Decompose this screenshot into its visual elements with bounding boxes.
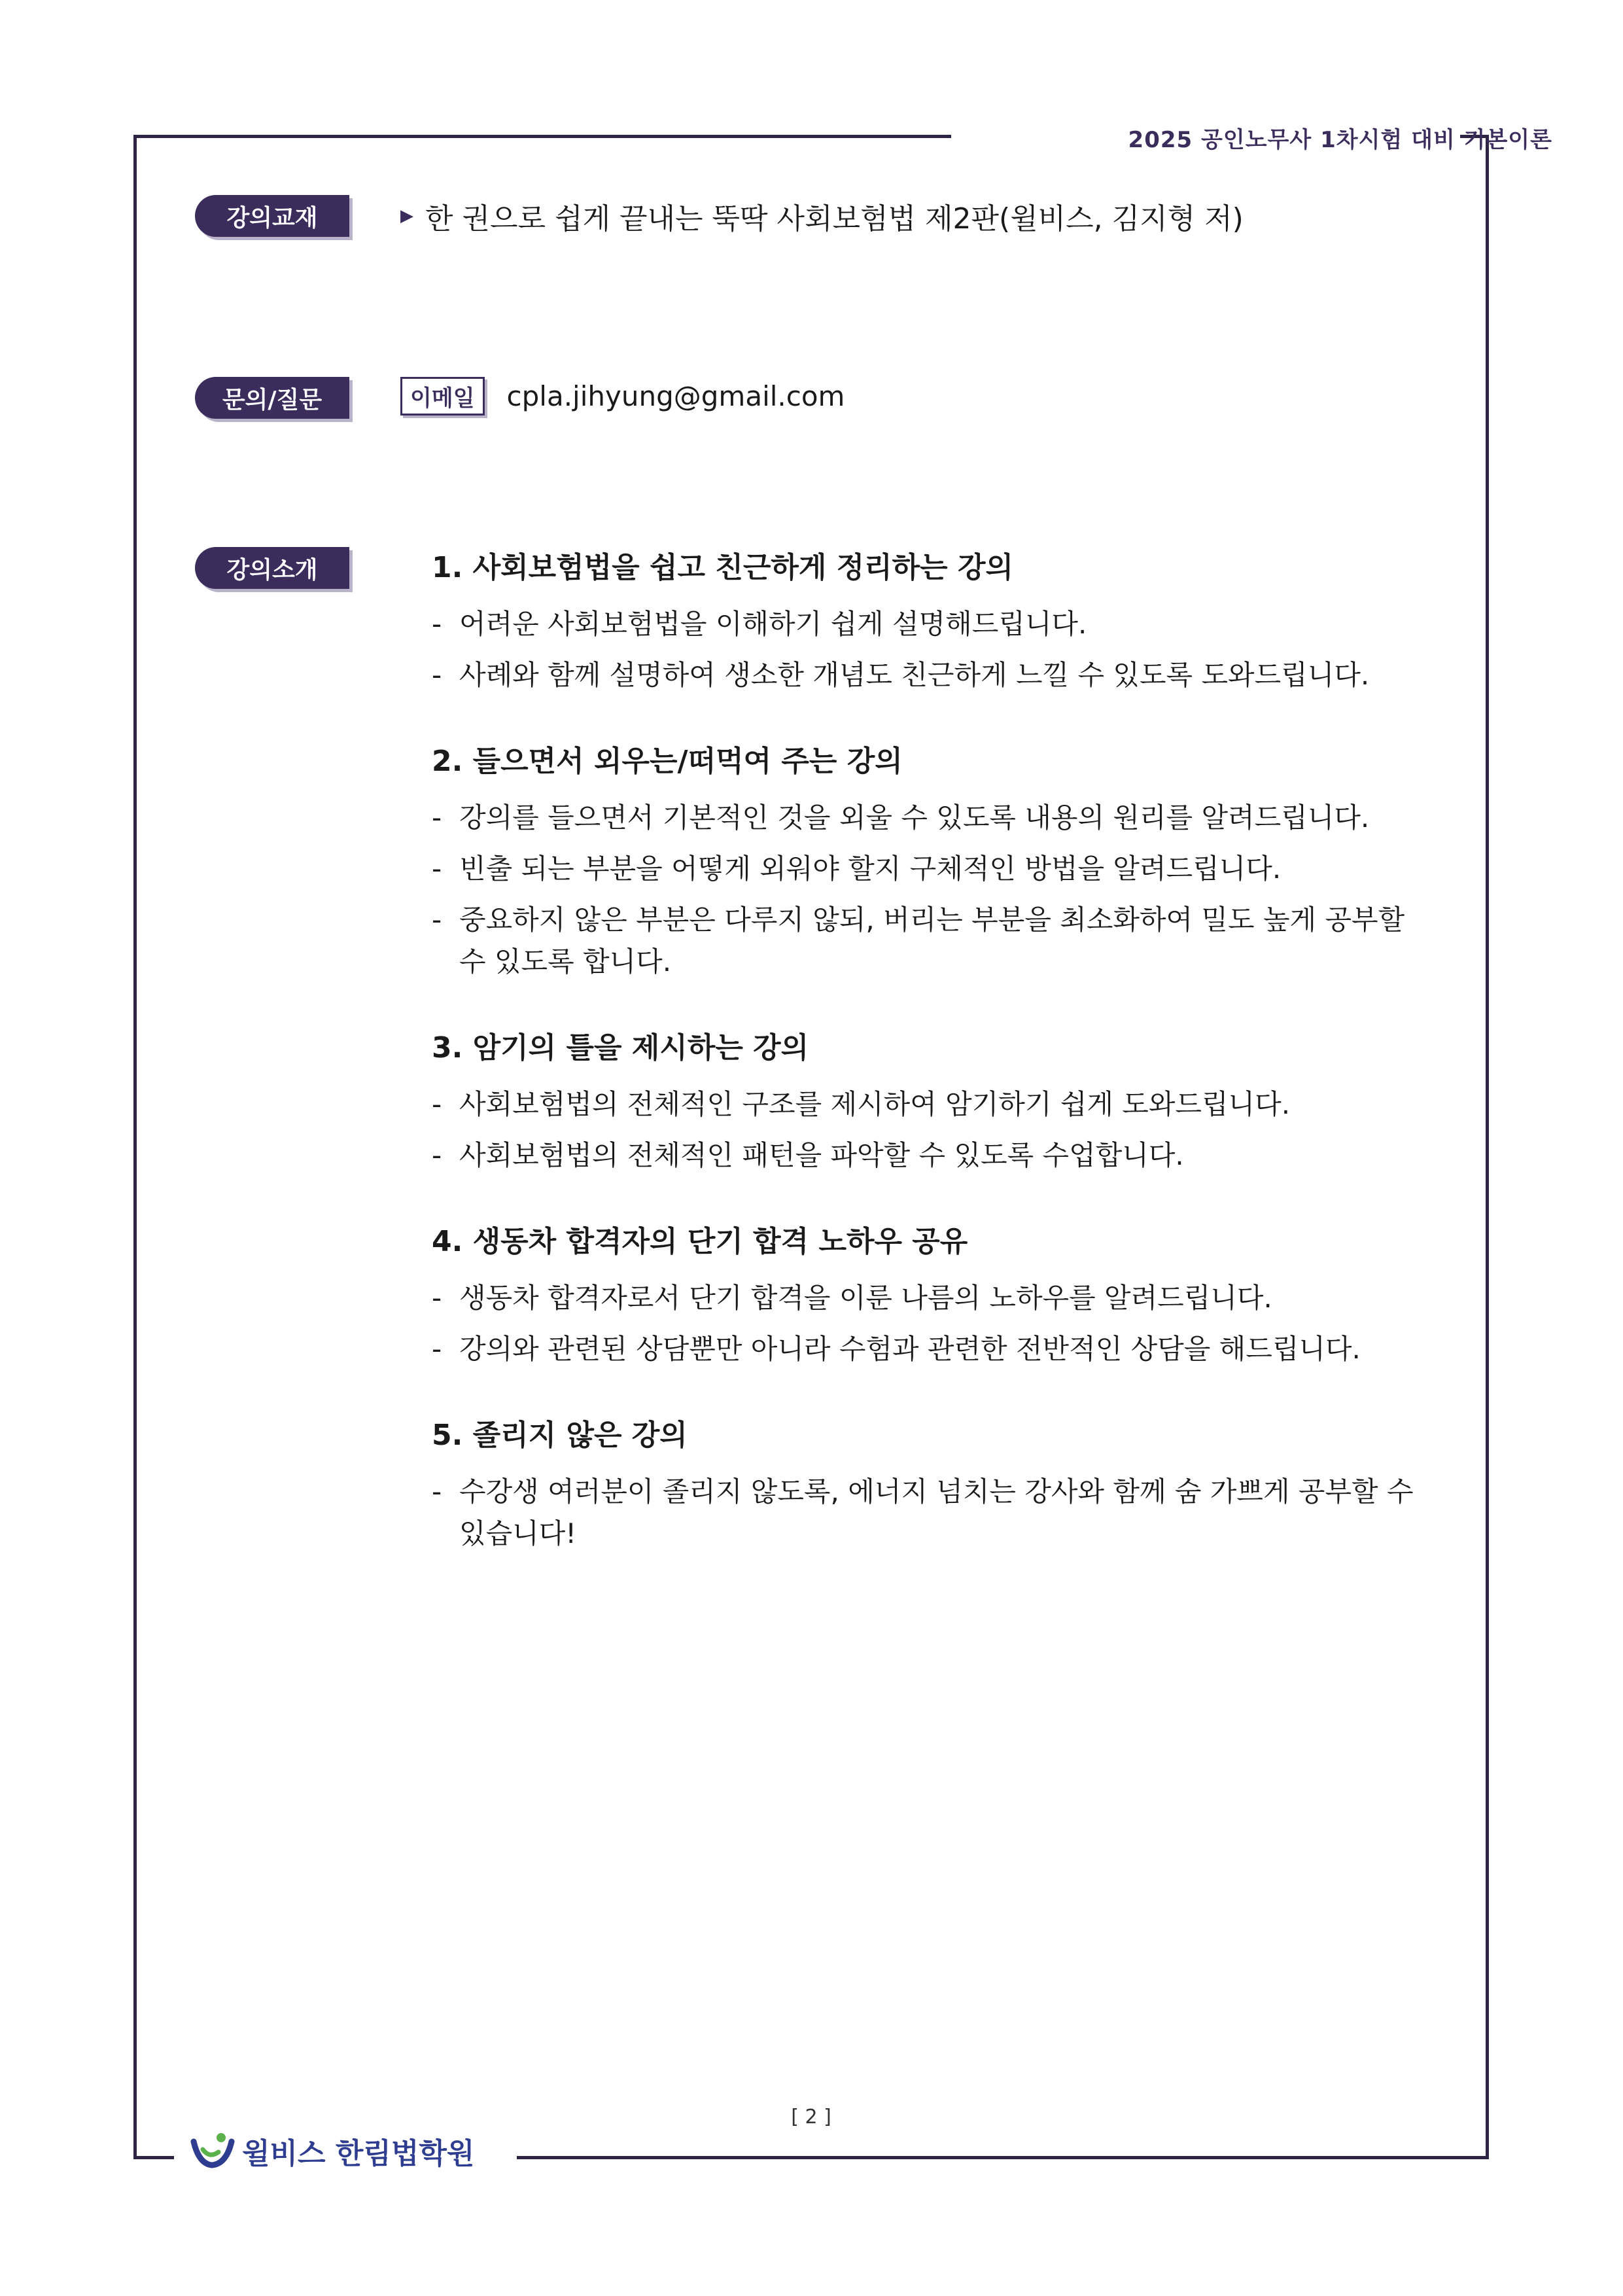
email-address[interactable]: cpla.jihyung@gmail.com (506, 380, 845, 412)
bullet-item: - 중요하지 않은 부분은 다루지 않되, 버리는 부분을 최소화하여 밀도 높게 공부할 수 있도록 합니다. (432, 899, 1439, 983)
intro-section (432, 548, 1439, 696)
bullet-item: - 어려운 사회보험법을 이해하기 쉽게 설명해드립니다. (432, 603, 1439, 645)
frame-bottom-left (133, 2156, 174, 2159)
bullet-item: - 사회보험법의 전체적인 구조를 제시하여 암기하기 쉽게 도와드립니다. (432, 1084, 1439, 1125)
bullet-item: - 빈출 되는 부분을 어떻게 외워야 할지 구체적인 방법을 알려드립니다. (432, 848, 1439, 890)
bullet-item: - 생동차 합격자로서 단기 합격을 이룬 나름의 노하우를 알려드립니다. (432, 1277, 1439, 1319)
bullet-item: - 사례와 함께 설명하여 생소한 개념도 친근하게 느낄 수 있도록 도와드립니다. (432, 654, 1439, 696)
textbook-tag: 강의교재 (195, 195, 349, 237)
page-number: [ 2 ] (791, 2106, 831, 2128)
intro-section (432, 1416, 1439, 1555)
section-title: 4. 생동차 합격자의 단기 합격 노하우 공유 (432, 1225, 968, 1258)
willbis-logo-icon (190, 2130, 236, 2172)
section-title: 5. 졸리지 않은 강의 (432, 1419, 688, 1452)
triangle-right-icon: ▶ (400, 206, 413, 226)
textbook-title: 한 권으로 쉽게 끝내는 뚝딱 사회보험법 제2판(윌비스, 김지형 저) (425, 202, 1244, 236)
email-label: 이메일 (400, 377, 485, 415)
intro-section (432, 1029, 1439, 1176)
frame-right (1486, 135, 1489, 2159)
intro-tag: 강의소개 (195, 547, 349, 589)
logo-text: 윌비스 한림법학원 (242, 2137, 475, 2170)
bullet-item: - 강의와 관련된 상담뿐만 아니라 수험과 관련한 전반적인 상담을 해드립니다. (432, 1328, 1439, 1370)
footer-logo (190, 2130, 474, 2172)
intro-section (432, 1222, 1439, 1370)
header-title: 2025 공인노무사 1차시험 대비 기본이론 (1128, 127, 1552, 153)
frame-top-left (133, 135, 951, 138)
section-title: 2. 들으면서 외우는/떠먹여 주는 강의 (432, 745, 903, 778)
intro-section (432, 742, 1439, 983)
section-title: 1. 사회보험법을 쉽고 친근하게 정리하는 강의 (432, 551, 1013, 584)
section-title: 3. 암기의 틀을 제시하는 강의 (432, 1031, 809, 1065)
frame-bottom-right (517, 2156, 1489, 2159)
email-row (400, 377, 845, 415)
intro-content (432, 548, 1439, 1600)
bullet-item: - 강의를 들으면서 기본적인 것을 외울 수 있도록 내용의 원리를 알려드립니다. (432, 797, 1439, 839)
frame-left (133, 135, 137, 2159)
bullet-item: - 수강생 여러분이 졸리지 않도록, 에너지 넘치는 강사와 함께 숨 가쁘게 공부할 수 있습니다! (432, 1471, 1439, 1555)
textbook-line (400, 195, 1244, 237)
bullet-item: - 사회보험법의 전체적인 패턴을 파악할 수 있도록 수업합니다. (432, 1135, 1439, 1176)
contact-tag: 문의/질문 (195, 377, 349, 419)
